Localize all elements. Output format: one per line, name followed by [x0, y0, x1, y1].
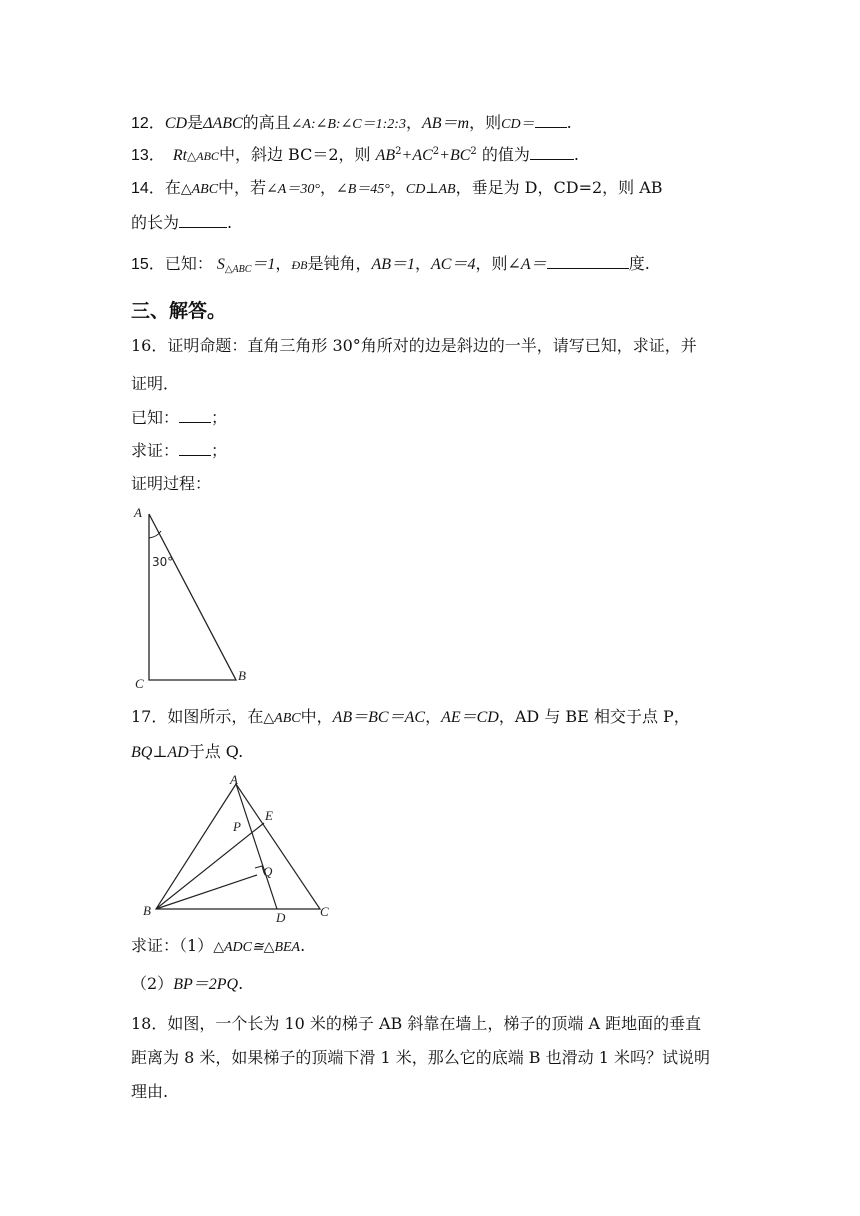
label-d: D	[276, 910, 286, 922]
area-symbol: S	[216, 256, 225, 273]
ae-equals-cd: AE＝CD	[441, 709, 499, 726]
text: 度.	[628, 254, 650, 273]
given-label: 已知：	[131, 408, 180, 427]
text: .	[573, 145, 579, 164]
text: ，	[415, 254, 432, 273]
angle-b: ÐB	[291, 258, 308, 272]
text: 在	[164, 178, 181, 197]
perpendicular: CD⊥AB	[405, 182, 456, 197]
angle-a: ∠A＝	[507, 256, 547, 273]
question-18-line3: 理由.	[131, 1082, 169, 1101]
triangle-abc: △ABC	[180, 182, 219, 197]
text: 中，	[300, 707, 333, 726]
text: ，	[389, 178, 406, 197]
label-q: Q	[263, 864, 273, 879]
text: ，则	[475, 254, 508, 273]
text: 的值为	[476, 145, 530, 164]
text: 中，若	[218, 178, 267, 197]
triangle-abc: △ABC	[187, 149, 219, 163]
text: +AC	[401, 147, 433, 164]
prove-blank[interactable]	[179, 439, 211, 456]
text: ，AD 与 BE 相交于点 P，	[498, 707, 690, 726]
text: ，	[275, 254, 292, 273]
given-line	[131, 406, 227, 429]
text: 求证：（1）	[131, 936, 214, 955]
question-15	[131, 252, 650, 276]
label-c: C	[320, 904, 329, 919]
prove-1	[131, 935, 305, 959]
text: .	[566, 113, 572, 132]
question-16-line2: 证明．	[131, 374, 180, 393]
cd-equals: CD＝	[501, 117, 535, 132]
proof-process-label: 证明过程：	[131, 474, 212, 493]
question-14-line2	[131, 211, 232, 234]
question-number: 15．	[131, 256, 165, 273]
answer-blank[interactable]	[530, 143, 574, 160]
angle-ratio: ∠A:∠B:∠C＝1:2:3	[290, 117, 406, 132]
prove-2	[131, 973, 243, 996]
text: AB	[375, 147, 396, 164]
prove-line	[131, 439, 227, 462]
label-b: B	[143, 903, 151, 918]
text: 17．如图所示，在	[131, 707, 264, 726]
question-17-line2	[131, 741, 243, 764]
text: （2）	[131, 974, 174, 993]
text: ，垂足为 D，CD=2，则 AB	[455, 178, 663, 197]
area-subscript: △ABC	[224, 264, 252, 275]
label-a: A	[230, 772, 238, 787]
text: 中，斜边 BC＝2，则	[218, 145, 376, 164]
ab-length: AB＝1	[371, 256, 416, 273]
text: ；	[211, 408, 228, 427]
given-blank[interactable]	[179, 406, 211, 423]
text: 已知：	[164, 254, 213, 273]
prove-label: 求证：	[131, 441, 180, 460]
question-18: 18．如图，一个长为 10 米的梯子 AB 斜靠在墙上，梯子的顶端 A 距地面的垂直	[131, 1014, 702, 1033]
text: +BC	[439, 147, 471, 164]
triangle-abc: ΔABC	[203, 115, 243, 132]
question-17	[131, 706, 690, 730]
text: ，则	[469, 113, 502, 132]
text: .	[227, 213, 233, 232]
question-number: 12．	[131, 115, 165, 132]
text: ，	[319, 178, 336, 197]
angle-a: ∠A＝30°	[266, 182, 320, 197]
text: 的高且	[242, 113, 291, 132]
label-e: E	[265, 808, 273, 823]
text: 是钝角，	[307, 254, 372, 273]
question-16: 16．证明命题：直角三角形 30°角所对的边是斜边的一半，请写已知，求证，并	[131, 336, 697, 355]
question-18-line2: 距离为 8 米，如果梯子的顶端下滑 1 米，那么它的底端 B 也滑动 1 米吗？试说明	[131, 1048, 710, 1067]
ab-length: AB＝m	[421, 115, 470, 132]
text: 的长为	[131, 213, 180, 232]
angle-b: ∠B＝45°	[335, 182, 390, 197]
question-13	[131, 143, 579, 167]
exponent: 2	[432, 146, 440, 157]
question-14	[131, 177, 663, 201]
text: ，	[425, 707, 442, 726]
congruence: △ADC≅△BEA	[213, 940, 301, 955]
answer-blank[interactable]	[535, 111, 567, 128]
label-a: A	[134, 505, 142, 520]
section-heading: 三、解答。	[131, 300, 227, 322]
text: 于点 Q.	[188, 742, 244, 761]
label-b: B	[238, 668, 246, 683]
text: ；	[211, 441, 228, 460]
text: ，	[405, 113, 422, 132]
triangle-abc: △ABC	[263, 711, 301, 726]
perpendicular: BQ⊥AD	[131, 744, 189, 761]
segment-cd: CD	[164, 115, 188, 132]
text: 是	[187, 113, 204, 132]
equilateral-triangle-figure	[140, 770, 340, 922]
area-value: ＝1	[251, 256, 276, 273]
exponent: 2	[470, 146, 477, 157]
text: .	[238, 974, 244, 993]
question-number: 14．	[131, 180, 165, 197]
answer-blank[interactable]	[547, 252, 629, 269]
exponent: 2	[395, 146, 402, 157]
question-12	[131, 111, 572, 136]
angle-30-label: 30°	[152, 555, 174, 569]
equal-sides: AB＝BC＝AC	[332, 709, 426, 726]
right-triangle-figure	[130, 500, 260, 695]
rt-label: Rt	[172, 147, 188, 164]
answer-blank[interactable]	[179, 211, 227, 228]
label-p: P	[233, 819, 241, 834]
ac-length: AC＝4	[431, 256, 476, 273]
text: .	[300, 936, 306, 955]
question-number: 13．	[131, 147, 165, 164]
label-c: C	[135, 676, 144, 691]
bp-equals-2pq: BP＝2PQ	[173, 976, 239, 993]
